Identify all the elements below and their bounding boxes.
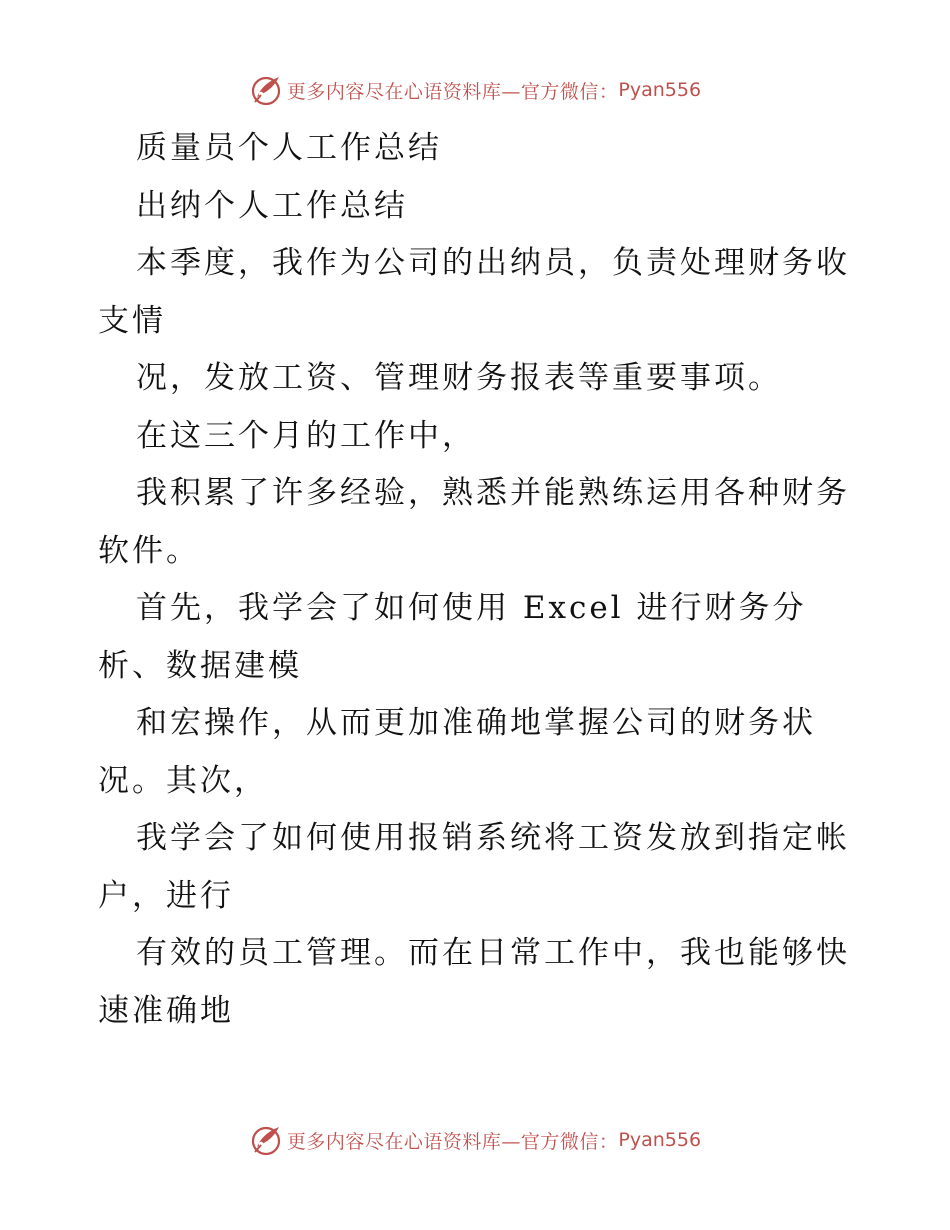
quill-pen-logo-icon <box>249 1123 283 1157</box>
doc-line: 出纳个人工作总结 <box>136 187 408 224</box>
doc-line: 我积累了许多经验，熟悉并能熟练运用各种财务 <box>136 475 850 511</box>
doc-line: 户，进行 <box>98 877 234 914</box>
doc-line: 软件。 <box>98 532 200 569</box>
doc-line: 况。其次， <box>98 762 268 799</box>
doc-line: 首先，我学会了如何使用 Excel 进行财务分 <box>136 590 807 626</box>
banner-text: 更多内容尽在心语资料库—官方微信： <box>286 80 619 103</box>
quill-pen-logo-icon <box>249 73 283 107</box>
doc-line: 我学会了如何使用报销系统将工资发放到指定帐 <box>136 820 850 856</box>
banner-text: 更多内容尽在心语资料库—官方微信： <box>286 1130 619 1153</box>
banner-wechat-id: Pyan556 <box>618 1129 702 1151</box>
doc-line: 支情 <box>98 302 166 339</box>
doc-line: 本季度，我作为公司的出纳员，负责处理财务收 <box>136 245 850 281</box>
doc-line: 和宏操作，从而更加准确地掌握公司的财务状 <box>136 705 816 741</box>
header-banner <box>0 70 950 110</box>
doc-line: 有效的员工管理。而在日常工作中，我也能够快 <box>136 935 850 971</box>
doc-line: 在这三个月的工作中， <box>136 417 476 454</box>
doc-line: 速准确地 <box>98 992 234 1029</box>
footer-banner <box>0 1120 950 1160</box>
doc-line: 况，发放工资、管理财务报表等重要事项。 <box>136 360 782 396</box>
banner-wechat-id: Pyan556 <box>618 79 702 101</box>
doc-line: 析、数据建模 <box>98 647 302 684</box>
document-body <box>98 120 858 1040</box>
doc-line: 质量员个人工作总结 <box>136 130 442 166</box>
